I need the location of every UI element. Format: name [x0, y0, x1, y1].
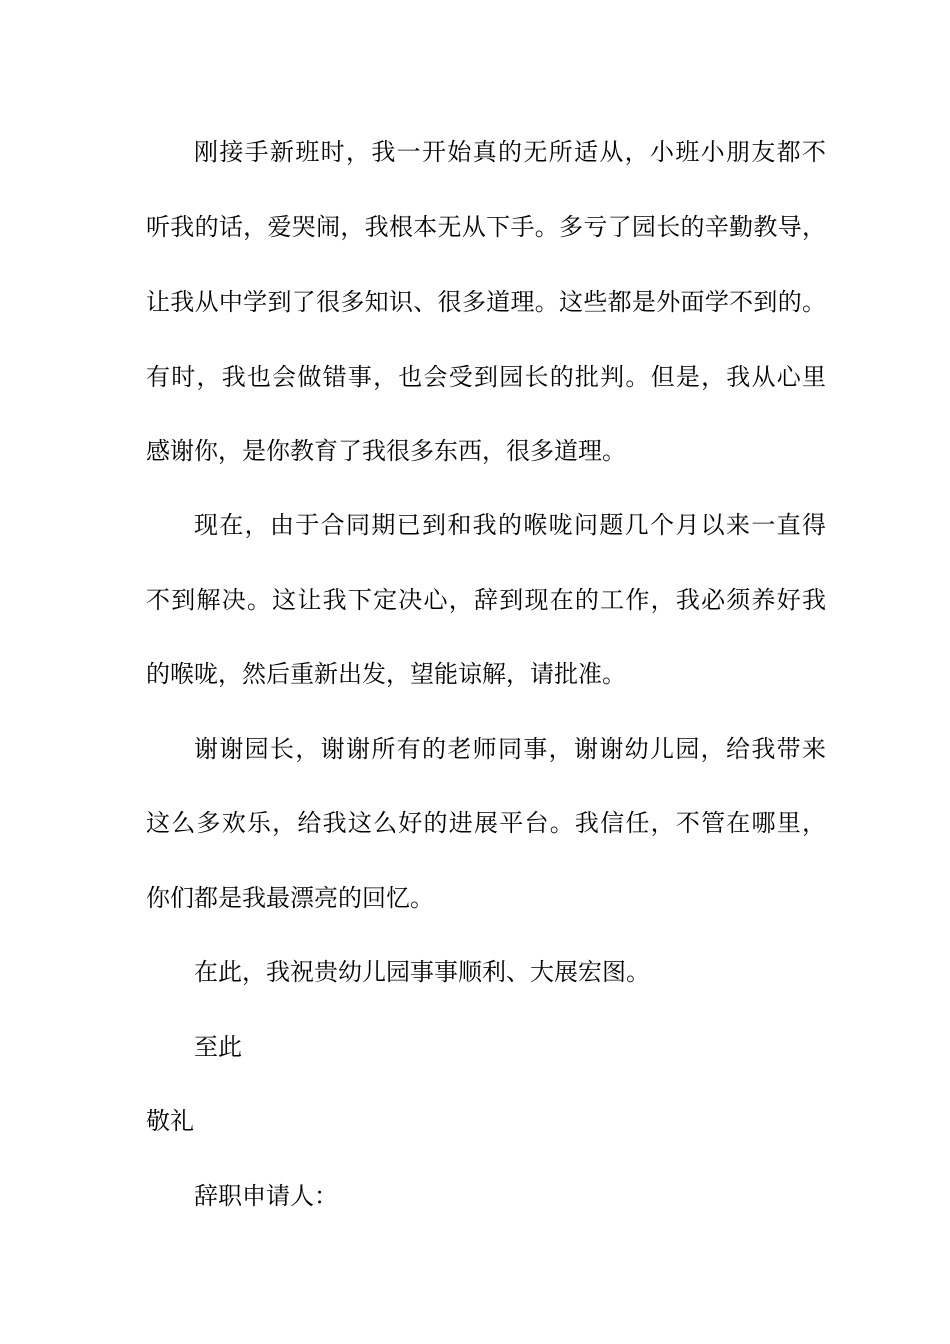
paragraph-1-line-2: 听我的话，爱哭闹，我根本无从下手。多亏了园长的辛勤教导，	[146, 213, 826, 241]
paragraph-2-line-1: 现在，由于合同期已到和我的喉咙问题几个月以来一直得	[194, 511, 826, 539]
paragraph-3-line-1: 谢谢园长，谢谢所有的老师同事，谢谢幼儿园，给我带来	[194, 735, 826, 763]
paragraph-1-line-3: 让我从中学到了很多知识、很多道理。这些都是外面学不到的。	[146, 288, 826, 316]
closing-phrase: 至此	[194, 1033, 242, 1061]
salutation: 敬礼	[146, 1107, 194, 1135]
paragraph-2-line-2: 不到解决。这让我下定决心，辞到现在的工作，我必须养好我	[146, 586, 826, 614]
closing-wish: 在此，我祝贵幼儿园事事顺利、大展宏图。	[194, 958, 650, 986]
paragraph-3-line-3: 你们都是我最漂亮的回忆。	[146, 884, 434, 912]
paragraph-1-line-1: 刚接手新班时，我一开始真的无所适从，小班小朋友都不	[194, 138, 826, 166]
paragraph-1-line-4: 有时，我也会做错事，也会受到园长的批判。但是，我从心里	[146, 363, 826, 391]
paragraph-2-line-3: 的喉咙，然后重新出发，望能谅解，请批准。	[146, 660, 626, 688]
signature-label: 辞职申请人：	[194, 1182, 338, 1210]
paragraph-1-line-5: 感谢你，是你教育了我很多东西，很多道理。	[146, 437, 626, 465]
paragraph-3-line-2: 这么多欢乐，给我这么好的进展平台。我信任，不管在哪里，	[146, 809, 826, 837]
